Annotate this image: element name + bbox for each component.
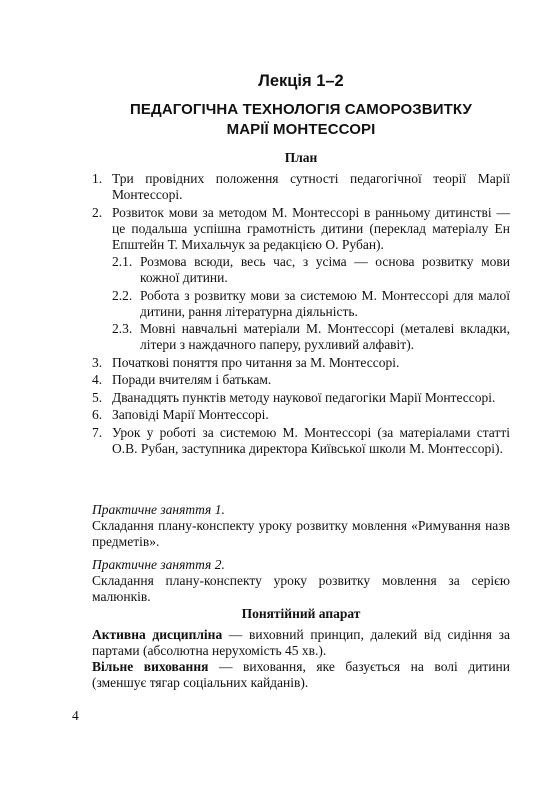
plan-item-7 xyxy=(92,425,510,457)
plan-item-text: Мовні навчальні матеріали М. Монтессорі (металеві вкладки, літери з наждачного паперу, рухливий алфавіт). xyxy=(140,321,510,352)
plan-heading: План xyxy=(284,150,318,165)
definition-term: Вільне виховання xyxy=(92,659,209,674)
plan-item-1 xyxy=(92,171,510,203)
plan-item-number: 4. xyxy=(92,372,103,387)
plan-subitem-2-1 xyxy=(92,254,510,286)
lecture-title-line-1: ПЕДАГОГІЧНА ТЕХНОЛОГІЯ САМОРОЗВИТКУ xyxy=(130,101,472,118)
plan-item-text: Розвиток мови за методом М. Монтессорі в ранньому дитинстві — це подальша успішна грамотність дитини (переклад матеріалу Ен Епштейн Т. Михальчук за редакцією О. Рубан). xyxy=(112,204,510,252)
practice-text: Складання плану-конспекту уроку розвитку мовлення «Римування назв предметів». xyxy=(92,518,510,549)
plan-item-number: 6. xyxy=(92,407,103,422)
plan-subitem-2-3 xyxy=(92,321,510,353)
plan-item-number: 7. xyxy=(92,424,103,440)
plan-item-number: 2. xyxy=(92,204,103,220)
plan-item-4 xyxy=(92,372,510,388)
plan-item-text: Робота з розвитку мови за системою М. Монтессорі для малої дитини, рання літературна діяльність. xyxy=(140,287,510,319)
concepts-heading: Понятійний апарат xyxy=(241,606,361,621)
practice-heading: Практичне заняття 1. xyxy=(92,502,225,517)
plan-item-text: Початкові поняття про читання за М. Монтессорі. xyxy=(112,354,400,370)
practice-text: Складання плану-конспекту уроку розвитку мовлення за серією малюнків. xyxy=(92,573,510,604)
plan-item-number: 3. xyxy=(92,354,103,370)
plan-item-number: 2.3. xyxy=(112,321,133,336)
practice-1 xyxy=(92,502,510,550)
definition-term: Активна дисципліна xyxy=(92,627,223,642)
practice-heading: Практичне заняття 2. xyxy=(92,557,225,572)
plan-item-3 xyxy=(92,355,510,371)
lecture-title xyxy=(92,100,510,140)
definition-2 xyxy=(92,659,510,691)
definition-text: — виховний принцип, далекий від сидіння за партами (абсолютна нерухомість 45 хв.). xyxy=(92,627,511,658)
plan-item-5 xyxy=(92,390,510,406)
plan-subitem-2-2 xyxy=(92,288,510,320)
lecture-heading: Лекція 1–2 xyxy=(258,72,344,90)
page-number: 4 xyxy=(72,708,79,723)
plan-item-text: Три провідних положення сутності педагогічної теорії Марії Монтессорі. xyxy=(112,171,510,202)
plan-item-number: 1. xyxy=(92,171,103,186)
plan-item-6 xyxy=(92,407,510,423)
lecture-title-line-2: МАРІЇ МОНТЕССОРІ xyxy=(226,121,376,138)
plan-item-2 xyxy=(92,205,510,253)
plan-item-text: Поради вчителям і батькам. xyxy=(112,372,272,387)
plan-item-number: 5. xyxy=(92,389,103,405)
definition-1 xyxy=(92,627,510,659)
plan-list xyxy=(92,171,510,458)
plan-item-text: Дванадцять пунктів методу наукової педагогіки Марії Монтессорі. xyxy=(112,389,496,405)
definition-text: — виховання, яке базується на волі дитини (зменшує тягар соціальних кайданів). xyxy=(92,659,510,690)
plan-item-number: 2.2. xyxy=(112,287,133,303)
plan-item-text: Заповіді Марії Монтессорі. xyxy=(112,407,269,422)
plan-item-text: Урок у роботі за системою М. Монтессорі (за матеріалами статті О.В. Рубан, заступника директора Київської школи М. Монтессорі). xyxy=(112,424,510,456)
plan-item-text: Розмова всюди, весь час, з усіма — основа розвитку мови кожної дитини. xyxy=(140,254,510,285)
practice-2 xyxy=(92,557,510,605)
plan-item-number: 2.1. xyxy=(112,254,133,269)
